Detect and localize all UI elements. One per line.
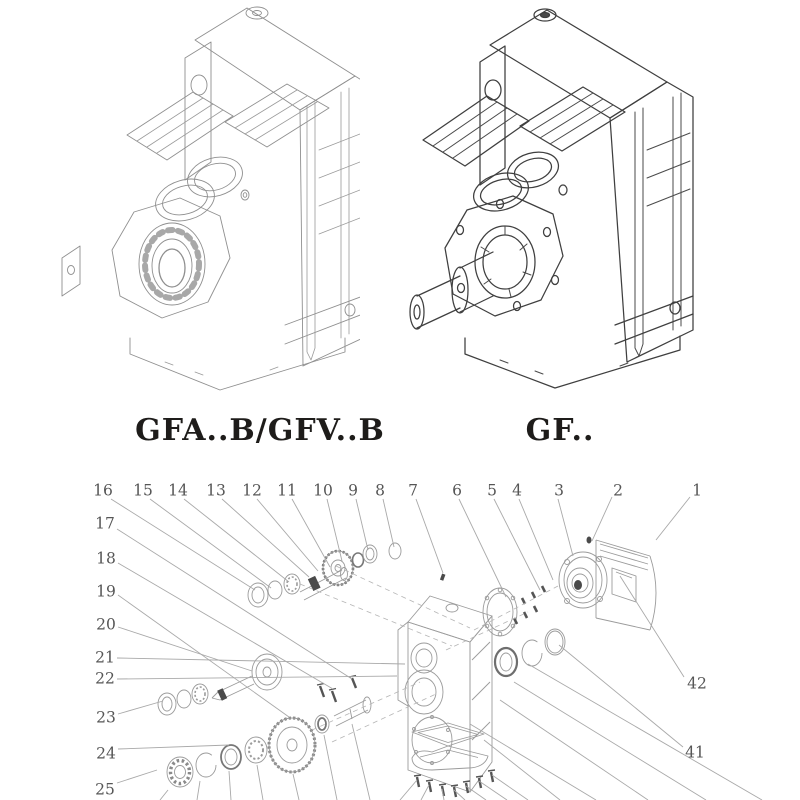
callout-41: 41 [685,743,705,762]
callout-7: 7 [408,481,418,500]
callout-24: 24 [96,744,116,763]
intermediate-shaft-art [158,654,282,715]
callout-42: 42 [687,674,707,693]
callout-12: 12 [242,481,262,500]
callout-4: 4 [512,481,522,500]
housing-art [398,596,495,797]
callout-8: 8 [375,481,385,500]
callout-25: 25 [95,780,115,799]
callout-10: 10 [313,481,333,500]
seal-ring-art [495,629,565,676]
model-label-gfab: GFA..B/GFV..B [135,413,385,448]
callout-3: 3 [554,481,564,500]
assembly-axis-lines [300,566,558,742]
edge-leader-lines [160,664,762,800]
callout-layer [93,482,707,799]
callout-14: 14 [168,481,188,500]
motor-art [559,537,656,631]
callout-13: 13 [206,481,226,500]
output-shaft-art [167,676,371,788]
callout-19: 19 [96,582,116,601]
callout-5: 5 [487,481,497,500]
callout-6: 6 [452,481,462,500]
model-label-gf: GF.. [525,413,595,448]
callout-11: 11 [277,481,297,500]
callout-9: 9 [348,481,358,500]
input-shaft-art [248,543,445,607]
callout-21: 21 [95,648,115,667]
callout-17: 17 [95,514,115,533]
callout-23: 23 [96,708,116,727]
callout-2: 2 [613,481,623,500]
callout-1: 1 [692,481,702,500]
callout-15: 15 [133,481,153,500]
callout-20: 20 [96,615,116,634]
callout-16: 16 [93,481,113,500]
callout-18: 18 [96,549,116,568]
callout-22: 22 [95,669,115,688]
